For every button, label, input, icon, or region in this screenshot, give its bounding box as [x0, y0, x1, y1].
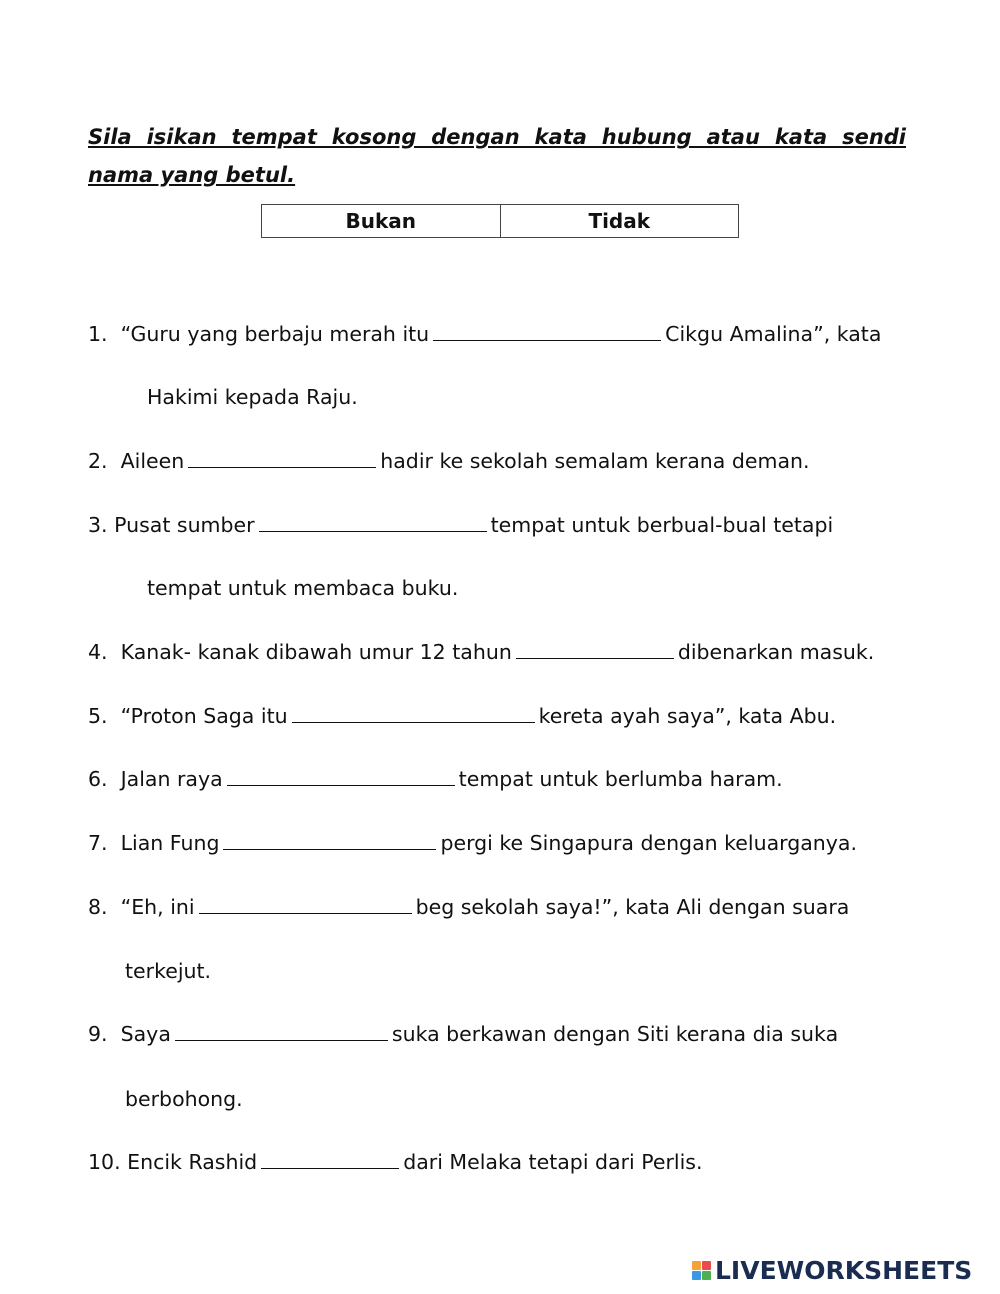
answer-blank-3[interactable] [259, 511, 487, 532]
question-4: 4. Kanak- kanak dibawah umur 12 tahun dibenarkan masuk. [88, 640, 875, 664]
question-3-continued: tempat untuk membaca buku. [147, 576, 459, 600]
option-tidak: Tidak [500, 205, 739, 238]
liveworksheets-logo[interactable] [692, 1255, 972, 1285]
question-10: 10. Encik Rashid dari Melaka tetapi dari Perlis. [88, 1150, 703, 1174]
question-8: 8. “Eh, ini beg sekolah saya!”, kata Ali dengan suara [88, 895, 850, 919]
question-8-continued: terkejut. [125, 959, 212, 983]
answer-blank-2[interactable] [188, 447, 376, 468]
question-9: 9. Saya suka berkawan dengan Siti kerana dia suka [88, 1022, 839, 1046]
question-1: 1. “Guru yang berbaju merah itu Cikgu Amalina”, kata [88, 322, 882, 346]
answer-blank-9[interactable] [175, 1020, 388, 1041]
answer-blank-8[interactable] [199, 893, 412, 914]
logo-text: LIVEWORKSHEETS [715, 1255, 973, 1285]
question-9-continued: berbohong. [125, 1087, 243, 1111]
answer-blank-6[interactable] [227, 765, 455, 786]
options-table [261, 204, 739, 238]
instruction-text: Sila isikan tempat kosong dengan kata hubung atau kata sendi nama yang betul. [88, 125, 906, 187]
answer-blank-5[interactable] [292, 702, 535, 723]
question-3: 3. Pusat sumber tempat untuk berbual-bual tetapi [88, 513, 834, 537]
answer-blank-7[interactable] [223, 829, 436, 850]
question-7: 7. Lian Fung pergi ke Singapura dengan keluarganya. [88, 831, 857, 855]
liveworksheets-logo-icon [692, 1261, 711, 1280]
answer-blank-4[interactable] [516, 638, 674, 659]
answer-blank-1[interactable] [433, 320, 661, 341]
question-2: 2. Aileen hadir ke sekolah semalam kerana deman. [88, 449, 810, 473]
question-1-continued: Hakimi kepada Raju. [147, 385, 358, 409]
option-bukan: Bukan [262, 205, 501, 238]
question-6: 6. Jalan raya tempat untuk berlumba haram. [88, 767, 783, 791]
question-5: 5. “Proton Saga itu kereta ayah saya”, kata Abu. [88, 704, 837, 728]
answer-blank-10[interactable] [261, 1148, 399, 1169]
